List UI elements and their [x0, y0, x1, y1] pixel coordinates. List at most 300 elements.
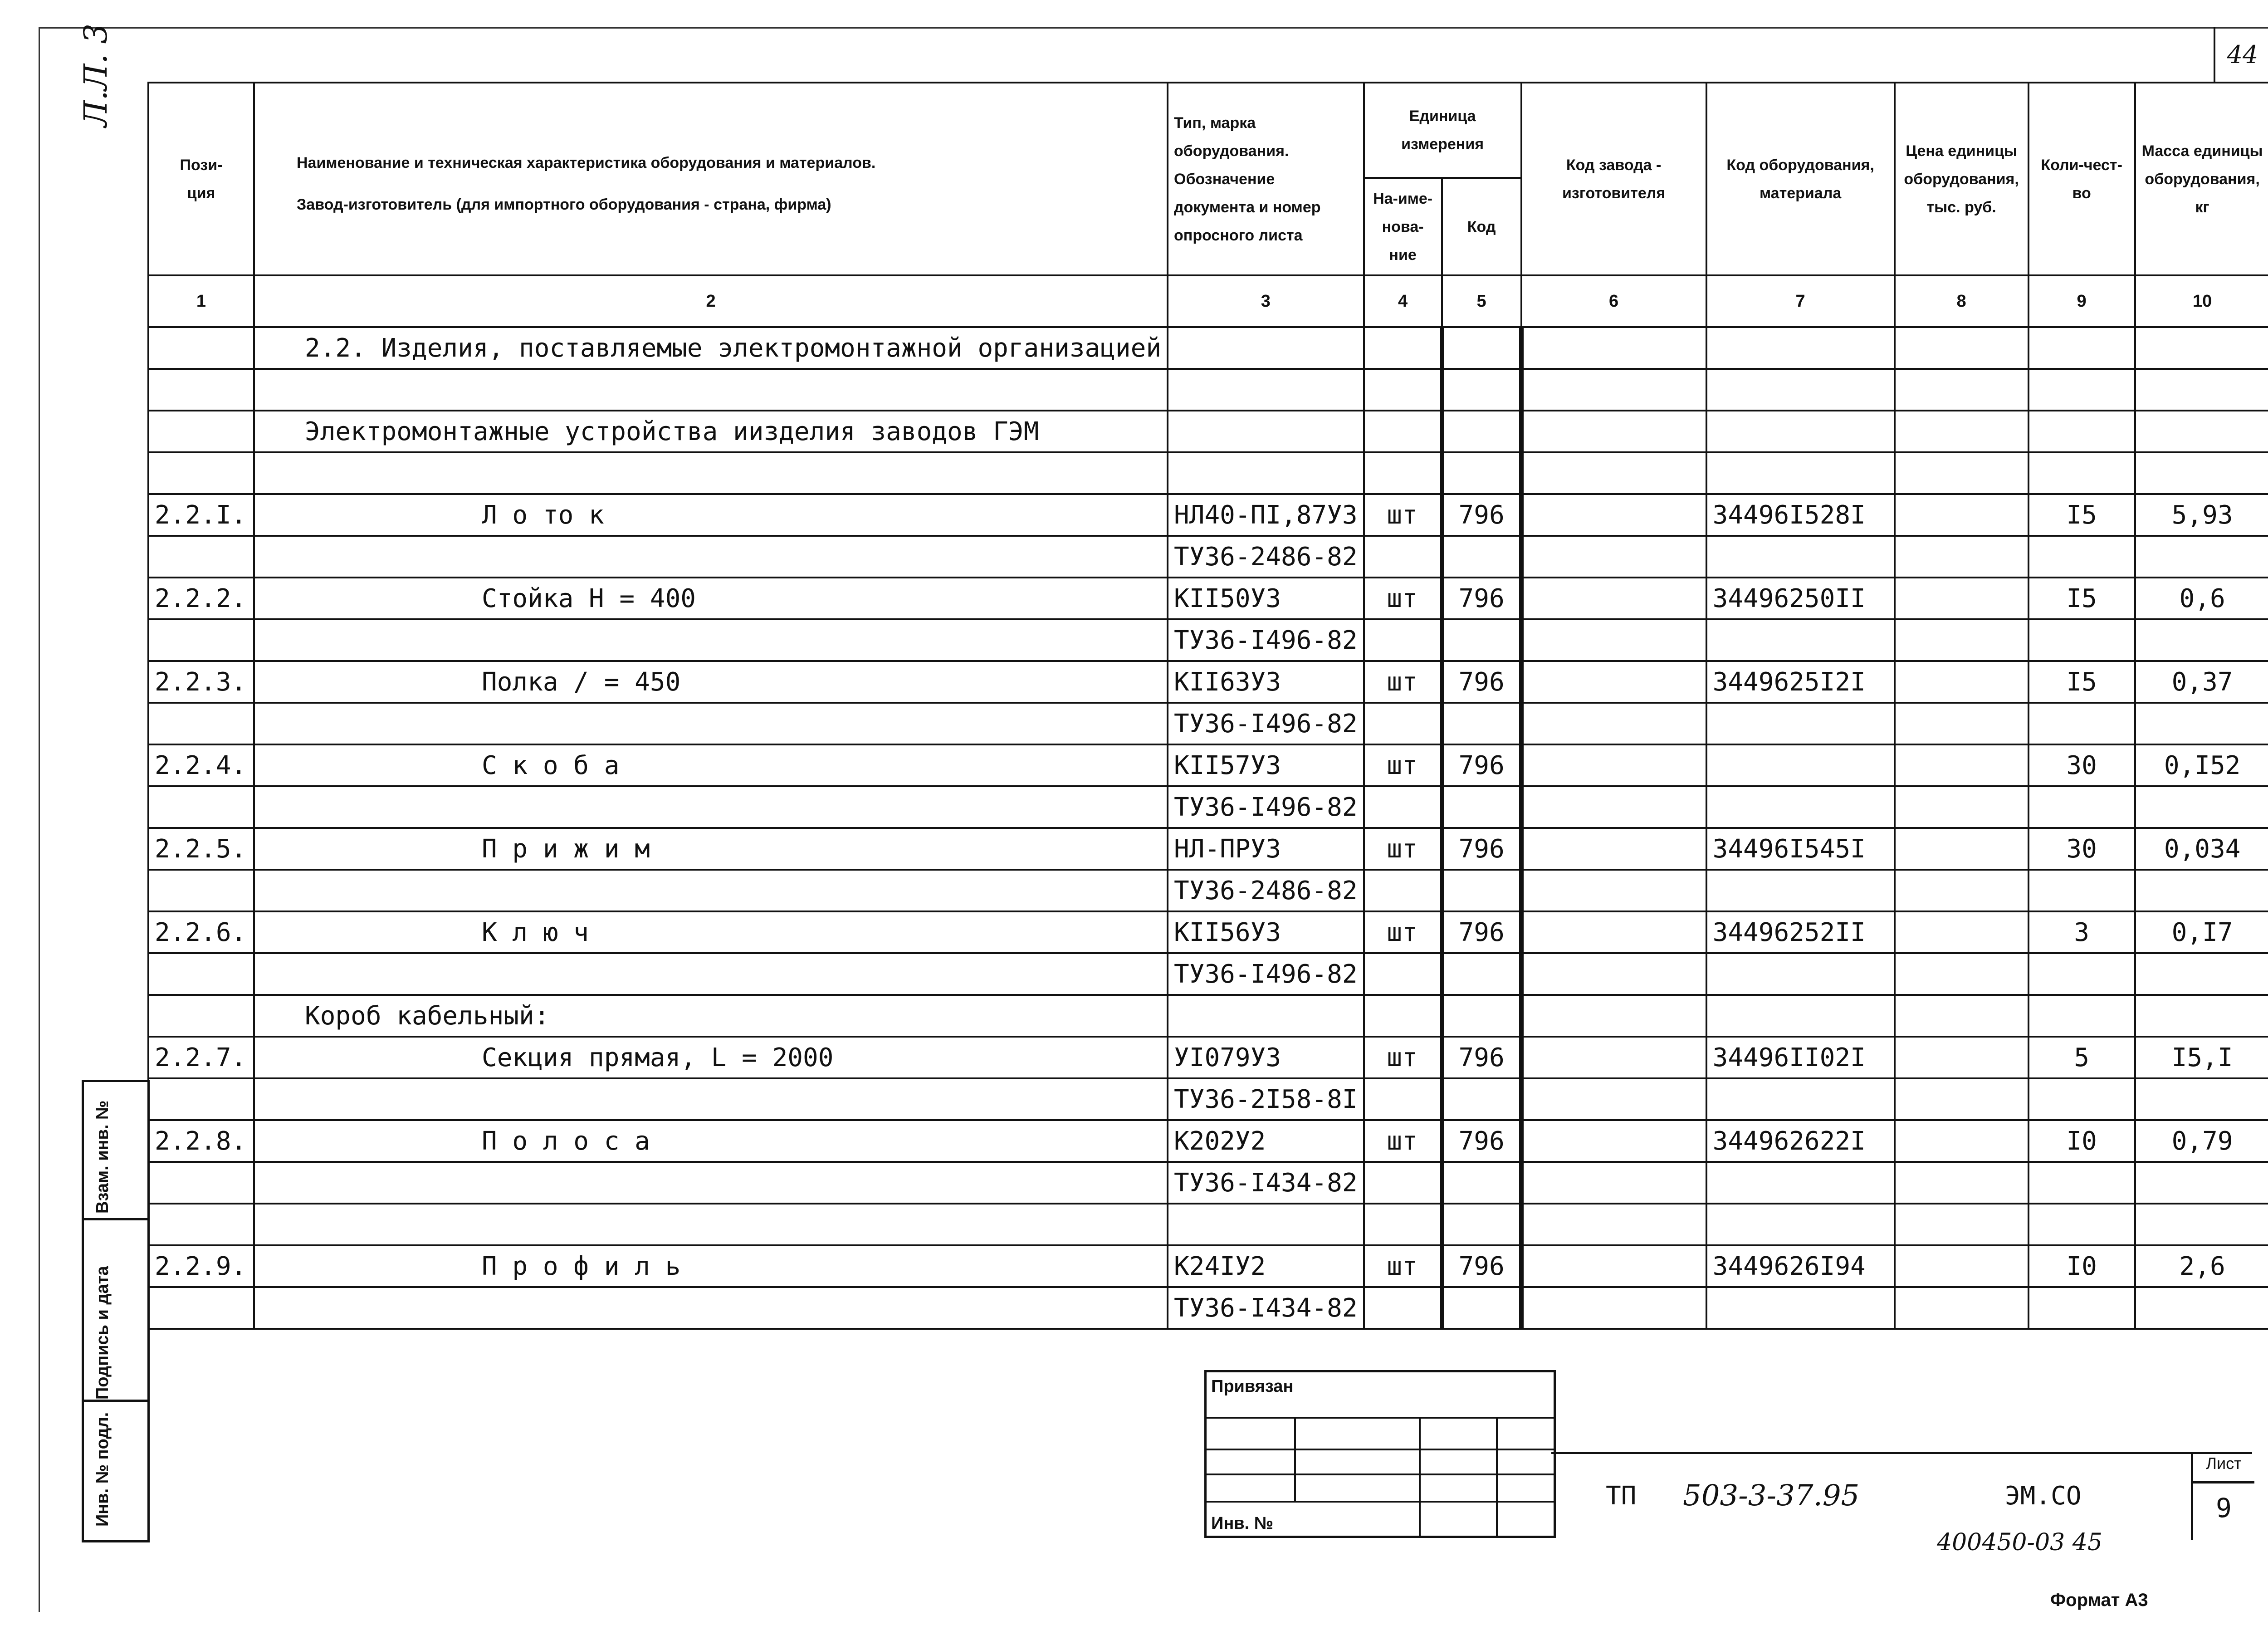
table-row — [148, 703, 2268, 744]
cell-mass — [2135, 1287, 2268, 1329]
cell-code — [1442, 995, 1521, 1037]
table-row — [148, 619, 2268, 661]
sheet-label: Лист — [2193, 1454, 2254, 1483]
cell-unit: шт — [1364, 494, 1442, 536]
cell-name — [254, 619, 1168, 661]
header-unit-code: Код — [1442, 178, 1521, 275]
table-row — [148, 995, 2268, 1037]
cell-price — [1895, 828, 2028, 870]
cell-mass — [2135, 953, 2268, 995]
cell-code — [1442, 1204, 1521, 1245]
cell-code — [1442, 953, 1521, 995]
cell-type: ТУ36-2I58-8I — [1168, 1078, 1364, 1120]
cell-price — [1895, 327, 2028, 369]
table-row — [148, 911, 2268, 953]
cell-unit — [1364, 1162, 1442, 1204]
cell-unit: шт — [1364, 1037, 1442, 1078]
cell-name — [254, 786, 1168, 828]
cell-name: П р о ф и л ь — [254, 1245, 1168, 1287]
cell-type — [1168, 369, 1364, 411]
cell-plant — [1521, 911, 1706, 953]
cell-code — [1442, 327, 1521, 369]
cell-code — [1442, 870, 1521, 911]
cell-mass: 5,93 — [2135, 494, 2268, 536]
header-price: Цена единицы оборудования, тыс. руб. — [1895, 83, 2028, 275]
cell-equip — [1706, 953, 1895, 995]
table-row — [148, 369, 2268, 411]
cell-unit — [1364, 327, 1442, 369]
cell-qty: I0 — [2028, 1120, 2135, 1162]
cell-name — [254, 870, 1168, 911]
cell-mass: 0,034 — [2135, 828, 2268, 870]
cell-type: ТУ36-I434-82 — [1168, 1287, 1364, 1329]
side-label-replacement: Взам. инв. № — [93, 1100, 112, 1214]
cell-price — [1895, 1162, 2028, 1204]
cell-plant — [1521, 1245, 1706, 1287]
cell-mass — [2135, 995, 2268, 1037]
table-row — [148, 578, 2268, 619]
table-row — [148, 953, 2268, 995]
cell-plant — [1521, 995, 1706, 1037]
cell-plant — [1521, 1037, 1706, 1078]
cell-code: 796 — [1442, 494, 1521, 536]
cell-plant — [1521, 411, 1706, 452]
cell-equip — [1706, 536, 1895, 578]
col-num-5: 5 — [1442, 275, 1521, 327]
cell-price — [1895, 1120, 2028, 1162]
cell-plant — [1521, 619, 1706, 661]
cell-qty — [2028, 369, 2135, 411]
cell-mass — [2135, 369, 2268, 411]
header-quantity: Коли-чест-во — [2028, 83, 2135, 275]
cell-name — [254, 536, 1168, 578]
cell-price — [1895, 369, 2028, 411]
table-row — [148, 452, 2268, 494]
cell-equip — [1706, 327, 1895, 369]
cell-mass — [2135, 786, 2268, 828]
table-row — [148, 661, 2268, 703]
cell-unit: шт — [1364, 828, 1442, 870]
table-row — [148, 870, 2268, 911]
cell-unit — [1364, 870, 1442, 911]
header-unit-name: На-име-нова-ние — [1364, 178, 1442, 275]
cell-price — [1895, 661, 2028, 703]
cell-qty — [2028, 703, 2135, 744]
cell-type: УI079УЗ — [1168, 1037, 1364, 1078]
cell-type — [1168, 995, 1364, 1037]
cell-qty — [2028, 953, 2135, 995]
cell-pos — [148, 327, 254, 369]
cell-pos — [148, 1287, 254, 1329]
table-row — [148, 494, 2268, 536]
cell-equip — [1706, 619, 1895, 661]
format-label: Формат А3 — [2050, 1590, 2148, 1610]
table-row — [148, 786, 2268, 828]
col-num-2: 2 — [254, 275, 1168, 327]
cell-name: П р и ж и м — [254, 828, 1168, 870]
stamp-title: Привязан — [1211, 1377, 1294, 1396]
cell-unit: шт — [1364, 1120, 1442, 1162]
cell-type: ТУ36-I496-82 — [1168, 619, 1364, 661]
title-project-code: 503-3-37.95 — [1683, 1479, 1860, 1513]
cell-plant — [1521, 1120, 1706, 1162]
cell-qty — [2028, 452, 2135, 494]
cell-unit — [1364, 1204, 1442, 1245]
cell-unit — [1364, 995, 1442, 1037]
cell-unit — [1364, 411, 1442, 452]
table-row — [148, 1287, 2268, 1329]
cell-qty: 30 — [2028, 744, 2135, 786]
cell-mass — [2135, 452, 2268, 494]
header-unit: Единица измерения — [1364, 83, 1521, 178]
side-label-signature: Подпись и дата — [93, 1266, 112, 1400]
cell-plant — [1521, 536, 1706, 578]
cell-type: КII63УЗ — [1168, 661, 1364, 703]
cell-code — [1442, 619, 1521, 661]
cell-mass: 0,6 — [2135, 578, 2268, 619]
cell-code: 796 — [1442, 828, 1521, 870]
header-mass: Масса единицы оборудования, кг — [2135, 83, 2268, 275]
cell-qty — [2028, 1162, 2135, 1204]
cell-plant — [1521, 786, 1706, 828]
cell-type: ТУ36-2486-82 — [1168, 870, 1364, 911]
cell-code: 796 — [1442, 578, 1521, 619]
cell-equip: 34496250II — [1706, 578, 1895, 619]
table-row — [148, 1037, 2268, 1078]
cell-equip — [1706, 369, 1895, 411]
table-row — [148, 536, 2268, 578]
cell-name — [254, 1287, 1168, 1329]
cell-price — [1895, 744, 2028, 786]
table-row — [148, 1120, 2268, 1162]
cell-unit — [1364, 953, 1442, 995]
cell-pos: 2.2.4. — [148, 744, 254, 786]
cell-pos — [148, 411, 254, 452]
header-plant-code: Код завода - изготовителя — [1521, 83, 1706, 275]
cell-equip: 34496II02I — [1706, 1037, 1895, 1078]
cell-name: Полка / = 450 — [254, 661, 1168, 703]
cell-type: К24IУ2 — [1168, 1245, 1364, 1287]
col-num-10: 10 — [2135, 275, 2268, 327]
side-mark — [77, 24, 114, 127]
cell-qty: I5 — [2028, 578, 2135, 619]
table-row — [148, 1204, 2268, 1245]
cell-price — [1895, 995, 2028, 1037]
cell-price — [1895, 1245, 2028, 1287]
cell-price — [1895, 786, 2028, 828]
cell-plant — [1521, 744, 1706, 786]
cell-code — [1442, 703, 1521, 744]
cell-unit — [1364, 452, 1442, 494]
cell-name: П о л о с а — [254, 1120, 1168, 1162]
cell-pos — [148, 953, 254, 995]
cell-unit — [1364, 1078, 1442, 1120]
cell-name: С к о б а — [254, 744, 1168, 786]
side-mark-text: Л.Л. 3 — [77, 23, 114, 127]
col-num-3: 3 — [1168, 275, 1364, 327]
binding-stamp — [1204, 1370, 1556, 1538]
cell-mass: 0,I7 — [2135, 911, 2268, 953]
cell-code — [1442, 786, 1521, 828]
cell-pos: 2.2.3. — [148, 661, 254, 703]
cell-qty — [2028, 870, 2135, 911]
cell-unit — [1364, 1287, 1442, 1329]
cell-price — [1895, 911, 2028, 953]
cell-name — [254, 452, 1168, 494]
cell-equip — [1706, 870, 1895, 911]
cell-pos: 2.2.6. — [148, 911, 254, 953]
cell-mass — [2135, 1162, 2268, 1204]
cell-qty: I0 — [2028, 1245, 2135, 1287]
cell-qty: 3 — [2028, 911, 2135, 953]
cell-price — [1895, 953, 2028, 995]
cell-price — [1895, 578, 2028, 619]
col-num-8: 8 — [1895, 275, 2028, 327]
table-row — [148, 744, 2268, 786]
cell-pos — [148, 1078, 254, 1120]
cell-mass: 0,79 — [2135, 1120, 2268, 1162]
cell-plant — [1521, 661, 1706, 703]
cell-plant — [1521, 828, 1706, 870]
side-signature-strip — [82, 1080, 150, 1542]
archive-number: 400450-03 45 — [1937, 1529, 2102, 1556]
cell-qty — [2028, 1287, 2135, 1329]
cell-name — [254, 1078, 1168, 1120]
cell-name: Стойка Н = 400 — [254, 578, 1168, 619]
cell-price — [1895, 1078, 2028, 1120]
cell-qty: I5 — [2028, 494, 2135, 536]
cell-pos: 2.2.I. — [148, 494, 254, 536]
cell-qty — [2028, 619, 2135, 661]
cell-name — [254, 369, 1168, 411]
cell-mass: 0,37 — [2135, 661, 2268, 703]
cell-price — [1895, 452, 2028, 494]
cell-type: КII56УЗ — [1168, 911, 1364, 953]
header-name-line2: Завод-изготовитель (для импортного оборудования - страна, фирма) — [297, 196, 831, 213]
cell-type: ТУ36-I496-82 — [1168, 953, 1364, 995]
cell-pos — [148, 369, 254, 411]
cell-name: Электромонтажные устройства иизделия заводов ГЭМ — [254, 411, 1168, 452]
cell-plant — [1521, 369, 1706, 411]
cell-equip: 34496I545I — [1706, 828, 1895, 870]
sheet-box — [2191, 1454, 2254, 1540]
cell-type: ТУ36-I496-82 — [1168, 786, 1364, 828]
cell-pos: 2.2.9. — [148, 1245, 254, 1287]
cell-type — [1168, 1204, 1364, 1245]
cell-price — [1895, 411, 2028, 452]
cell-name: Короб кабельный: — [254, 995, 1168, 1037]
cell-code — [1442, 1162, 1521, 1204]
cell-price — [1895, 870, 2028, 911]
col-num-9: 9 — [2028, 275, 2135, 327]
cell-type: ТУ36-I496-82 — [1168, 703, 1364, 744]
cell-unit — [1364, 786, 1442, 828]
table-row — [148, 1078, 2268, 1120]
col-num-4: 4 — [1364, 275, 1442, 327]
cell-equip: 3449625I2I — [1706, 661, 1895, 703]
cell-mass — [2135, 411, 2268, 452]
cell-unit: шт — [1364, 911, 1442, 953]
cell-type: ТУ36-2486-82 — [1168, 536, 1364, 578]
cell-unit: шт — [1364, 744, 1442, 786]
stamp-grid — [1207, 1372, 1554, 1536]
cell-name — [254, 703, 1168, 744]
cell-plant — [1521, 953, 1706, 995]
cell-equip — [1706, 703, 1895, 744]
table-row — [148, 411, 2268, 452]
cell-type: НЛ-ПРУЗ — [1168, 828, 1364, 870]
cell-plant — [1521, 870, 1706, 911]
cell-code: 796 — [1442, 661, 1521, 703]
cell-code — [1442, 411, 1521, 452]
cell-pos — [148, 1204, 254, 1245]
cell-qty — [2028, 1204, 2135, 1245]
title-block — [1551, 1452, 2252, 1540]
cell-equip: 34496I528I — [1706, 494, 1895, 536]
cell-equip — [1706, 452, 1895, 494]
cell-code — [1442, 1078, 1521, 1120]
cell-price — [1895, 536, 2028, 578]
cell-plant — [1521, 494, 1706, 536]
cell-name — [254, 1162, 1168, 1204]
sheet-number: 9 — [2216, 1493, 2232, 1523]
cell-price — [1895, 494, 2028, 536]
side-label-inv: Инв. № подл. — [93, 1412, 112, 1527]
cell-unit — [1364, 619, 1442, 661]
cell-pos: 2.2.8. — [148, 1120, 254, 1162]
header-position: Пози- ция — [148, 83, 254, 275]
cell-plant — [1521, 1162, 1706, 1204]
cell-qty — [2028, 411, 2135, 452]
col-num-7: 7 — [1706, 275, 1895, 327]
cell-price — [1895, 703, 2028, 744]
cell-plant — [1521, 327, 1706, 369]
cell-qty — [2028, 1078, 2135, 1120]
table-row — [148, 828, 2268, 870]
cell-equip — [1706, 1162, 1895, 1204]
cell-pos — [148, 786, 254, 828]
cell-pos — [148, 536, 254, 578]
col-num-1: 1 — [148, 275, 254, 327]
cell-code — [1442, 1287, 1521, 1329]
cell-equip — [1706, 411, 1895, 452]
cell-type: НЛ40-ПI,87УЗ — [1168, 494, 1364, 536]
cell-mass: 0,I52 — [2135, 744, 2268, 786]
cell-pos — [148, 1162, 254, 1204]
cell-qty — [2028, 327, 2135, 369]
cell-pos: 2.2.5. — [148, 828, 254, 870]
cell-unit — [1364, 703, 1442, 744]
cell-name — [254, 953, 1168, 995]
cell-type — [1168, 327, 1364, 369]
cell-equip: 3449626I94 — [1706, 1245, 1895, 1287]
cell-qty — [2028, 536, 2135, 578]
cell-unit — [1364, 536, 1442, 578]
cell-type — [1168, 411, 1364, 452]
cell-price — [1895, 1287, 2028, 1329]
cell-code: 796 — [1442, 1245, 1521, 1287]
title-doc-code: ЭМ.СО — [2005, 1481, 2082, 1511]
cell-code: 796 — [1442, 1120, 1521, 1162]
cell-type: КII50УЗ — [1168, 578, 1364, 619]
header-name-line1: Наименование и техническая характеристика оборудования и материалов. — [297, 154, 876, 171]
col-num-6: 6 — [1521, 275, 1706, 327]
cell-mass — [2135, 870, 2268, 911]
cell-price — [1895, 1037, 2028, 1078]
cell-mass — [2135, 619, 2268, 661]
cell-mass — [2135, 1078, 2268, 1120]
cell-plant — [1521, 703, 1706, 744]
cell-plant — [1521, 1204, 1706, 1245]
table-row — [148, 1245, 2268, 1287]
cell-pos — [148, 452, 254, 494]
cell-pos — [148, 703, 254, 744]
cell-type: КII57УЗ — [1168, 744, 1364, 786]
cell-equip — [1706, 1078, 1895, 1120]
cell-code — [1442, 536, 1521, 578]
cell-pos: 2.2.2. — [148, 578, 254, 619]
specification-table — [147, 82, 2268, 1330]
table-row — [148, 327, 2268, 369]
cell-code: 796 — [1442, 744, 1521, 786]
cell-qty — [2028, 995, 2135, 1037]
cell-pos — [148, 619, 254, 661]
cell-name: 2.2. Изделия, поставляемые электромонтажной организацией — [254, 327, 1168, 369]
cell-type: К202У2 — [1168, 1120, 1364, 1162]
cell-code: 796 — [1442, 911, 1521, 953]
header-type: Тип, марка оборудования. Обозначение документа и номер опросного листа — [1168, 83, 1364, 275]
cell-mass — [2135, 536, 2268, 578]
cell-plant — [1521, 1078, 1706, 1120]
header-equipment-code: Код оборудования, материала — [1706, 83, 1895, 275]
cell-pos: 2.2.7. — [148, 1037, 254, 1078]
cell-code — [1442, 452, 1521, 494]
cell-qty: I5 — [2028, 661, 2135, 703]
cell-equip: 344962622I — [1706, 1120, 1895, 1162]
cell-unit: шт — [1364, 1245, 1442, 1287]
corner-sheet-number: 44 — [2214, 27, 2268, 83]
column-number-row — [148, 275, 2268, 327]
cell-qty: 5 — [2028, 1037, 2135, 1078]
cell-equip: 34496252II — [1706, 911, 1895, 953]
cell-plant — [1521, 1287, 1706, 1329]
cell-price — [1895, 619, 2028, 661]
title-tp: ТП — [1606, 1481, 1637, 1511]
cell-unit: шт — [1364, 661, 1442, 703]
cell-unit: шт — [1364, 578, 1442, 619]
cell-name: К л ю ч — [254, 911, 1168, 953]
stamp-inv-label: Инв. № — [1211, 1514, 1274, 1533]
cell-mass — [2135, 703, 2268, 744]
cell-equip — [1706, 786, 1895, 828]
cell-equip — [1706, 995, 1895, 1037]
cell-code: 796 — [1442, 1037, 1521, 1078]
cell-type — [1168, 452, 1364, 494]
cell-equip — [1706, 1204, 1895, 1245]
cell-price — [1895, 1204, 2028, 1245]
cell-code — [1442, 369, 1521, 411]
cell-pos — [148, 870, 254, 911]
cell-qty: 30 — [2028, 828, 2135, 870]
cell-plant — [1521, 452, 1706, 494]
cell-name — [254, 1204, 1168, 1245]
cell-mass: I5,I — [2135, 1037, 2268, 1078]
header-name — [254, 83, 1168, 275]
table-row — [148, 1162, 2268, 1204]
cell-equip — [1706, 744, 1895, 786]
cell-mass — [2135, 1204, 2268, 1245]
cell-mass: 2,6 — [2135, 1245, 2268, 1287]
